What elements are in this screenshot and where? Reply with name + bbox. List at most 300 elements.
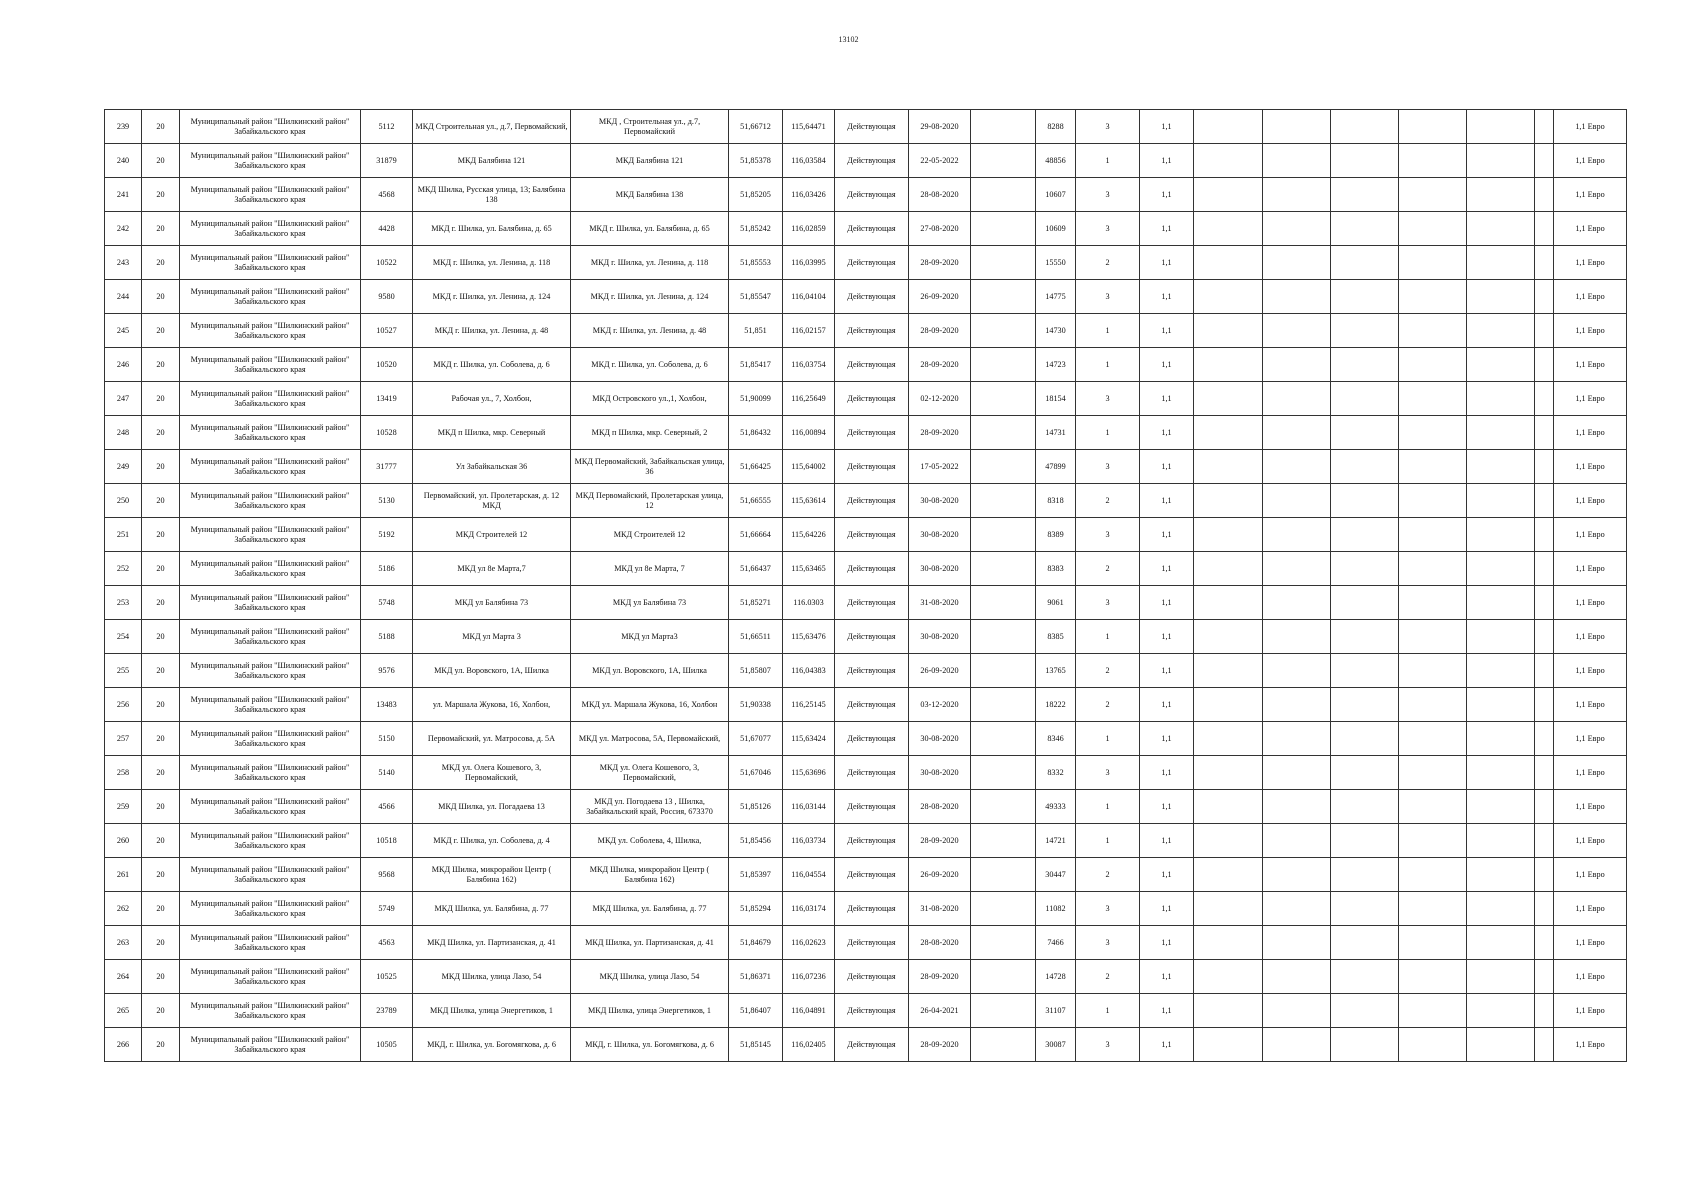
cell-blank-6 <box>1467 858 1535 892</box>
cell-longitude: 116,02859 <box>783 212 835 246</box>
cell-blank-2 <box>1194 960 1263 994</box>
cell-address: ул. Маршала Жукова, 16, Холбон, <box>413 688 571 722</box>
cell-longitude: 115,63424 <box>783 722 835 756</box>
cell-object-id: 4563 <box>361 926 413 960</box>
cell-latitude: 51,85417 <box>729 348 783 382</box>
cell-blank-4 <box>1331 1028 1399 1062</box>
cell-blank-2 <box>1194 280 1263 314</box>
cell-category: 2 <box>1076 858 1140 892</box>
cell-blank-3 <box>1263 654 1331 688</box>
cell-region-code: 20 <box>142 144 180 178</box>
cell-object-id: 5112 <box>361 110 413 144</box>
cell-longitude: 116,02623 <box>783 926 835 960</box>
cell-latitude: 51,85205 <box>729 178 783 212</box>
cell-region-code: 20 <box>142 280 180 314</box>
cell-blank-6 <box>1467 892 1535 926</box>
cell-object-id: 10518 <box>361 824 413 858</box>
cell-district: Муниципальный район "Шилкинский район" Забайкальского края <box>180 824 361 858</box>
cell-blank-5 <box>1399 756 1467 790</box>
cell-blank-3 <box>1263 824 1331 858</box>
cell-standard: 1,1 Евро <box>1554 382 1627 416</box>
cell-category: 1 <box>1076 416 1140 450</box>
cell-district: Муниципальный район "Шилкинский район" Забайкальского края <box>180 586 361 620</box>
cell-number: 15550 <box>1036 246 1076 280</box>
cell-standard: 1,1 Евро <box>1554 280 1627 314</box>
cell-object-id: 10528 <box>361 416 413 450</box>
cell-standard: 1,1 Евро <box>1554 756 1627 790</box>
cell-category: 3 <box>1076 212 1140 246</box>
cell-address: МКД г. Шилка, ул. Соболева, д. 6 <box>413 348 571 382</box>
cell-blank-6 <box>1467 722 1535 756</box>
cell-region-code: 20 <box>142 960 180 994</box>
cell-date: 02-12-2020 <box>909 382 971 416</box>
cell-address: МКД, г. Шилка, ул. Богомягкова, д. 6 <box>413 1028 571 1062</box>
table-row <box>105 620 1627 654</box>
cell-address-alt: МКД, г. Шилка, ул. Богомягкова, д. 6 <box>571 1028 729 1062</box>
cell-blank-3 <box>1263 586 1331 620</box>
cell-standard: 1,1 Евро <box>1554 858 1627 892</box>
cell-region-code: 20 <box>142 722 180 756</box>
page-number: 13102 <box>838 35 859 44</box>
cell-blank-4 <box>1331 892 1399 926</box>
cell-address-alt: МКД Шилка, микрорайон Центр ( Балябина 162) <box>571 858 729 892</box>
cell-blank-4 <box>1331 552 1399 586</box>
cell-coefficient: 1,1 <box>1140 280 1194 314</box>
cell-blank-4 <box>1331 212 1399 246</box>
cell-coefficient: 1,1 <box>1140 926 1194 960</box>
cell-region-code: 20 <box>142 1028 180 1062</box>
cell-category: 1 <box>1076 620 1140 654</box>
cell-address-alt: МКД ул. Соболева, 4, Шилка, <box>571 824 729 858</box>
cell-status: Действующая <box>835 892 909 926</box>
cell-category: 3 <box>1076 110 1140 144</box>
cell-coefficient: 1,1 <box>1140 144 1194 178</box>
cell-standard: 1,1 Евро <box>1554 518 1627 552</box>
cell-blank-2 <box>1194 892 1263 926</box>
cell-status: Действующая <box>835 382 909 416</box>
cell-region-code: 20 <box>142 314 180 348</box>
cell-number: 14775 <box>1036 280 1076 314</box>
cell-date: 26-09-2020 <box>909 858 971 892</box>
cell-latitude: 51,66664 <box>729 518 783 552</box>
cell-latitude: 51,67046 <box>729 756 783 790</box>
cell-standard: 1,1 Евро <box>1554 178 1627 212</box>
cell-district: Муниципальный район "Шилкинский район" Забайкальского края <box>180 722 361 756</box>
cell-object-id: 10520 <box>361 348 413 382</box>
cell-coefficient: 1,1 <box>1140 960 1194 994</box>
cell-status: Действующая <box>835 212 909 246</box>
cell-number: 18154 <box>1036 382 1076 416</box>
cell-region-code: 20 <box>142 926 180 960</box>
cell-date: 26-09-2020 <box>909 654 971 688</box>
cell-address-alt: МКД Балябина 138 <box>571 178 729 212</box>
cell-blank-7 <box>1535 110 1554 144</box>
cell-address-alt: МКД Строителей 12 <box>571 518 729 552</box>
cell-longitude: 116,04104 <box>783 280 835 314</box>
cell-blank-4 <box>1331 824 1399 858</box>
cell-coefficient: 1,1 <box>1140 382 1194 416</box>
cell-district: Муниципальный район "Шилкинский район" Забайкальского края <box>180 416 361 450</box>
cell-blank-2 <box>1194 348 1263 382</box>
cell-date: 28-08-2020 <box>909 178 971 212</box>
cell-blank-2 <box>1194 212 1263 246</box>
cell-blank-7 <box>1535 654 1554 688</box>
cell-blank-4 <box>1331 484 1399 518</box>
cell-coefficient: 1,1 <box>1140 212 1194 246</box>
cell-blank-4 <box>1331 756 1399 790</box>
cell-blank-3 <box>1263 484 1331 518</box>
cell-blank-5 <box>1399 790 1467 824</box>
cell-row-number: 263 <box>105 926 142 960</box>
cell-latitude: 51,85547 <box>729 280 783 314</box>
cell-blank-4 <box>1331 314 1399 348</box>
cell-address: МКД ул. Воровского, 1А, Шилка <box>413 654 571 688</box>
cell-blank-3 <box>1263 756 1331 790</box>
cell-category: 3 <box>1076 892 1140 926</box>
cell-blank-3 <box>1263 110 1331 144</box>
cell-blank-7 <box>1535 960 1554 994</box>
cell-object-id: 31879 <box>361 144 413 178</box>
cell-blank-6 <box>1467 926 1535 960</box>
cell-longitude: 116,03754 <box>783 348 835 382</box>
cell-blank-3 <box>1263 212 1331 246</box>
cell-latitude: 51,85456 <box>729 824 783 858</box>
cell-row-number: 253 <box>105 586 142 620</box>
cell-number: 10607 <box>1036 178 1076 212</box>
cell-region-code: 20 <box>142 654 180 688</box>
cell-coefficient: 1,1 <box>1140 654 1194 688</box>
cell-blank-1 <box>971 586 1036 620</box>
cell-coefficient: 1,1 <box>1140 1028 1194 1062</box>
cell-blank-7 <box>1535 756 1554 790</box>
cell-blank-4 <box>1331 518 1399 552</box>
cell-longitude: 116,03426 <box>783 178 835 212</box>
cell-blank-4 <box>1331 450 1399 484</box>
cell-category: 2 <box>1076 552 1140 586</box>
cell-blank-4 <box>1331 382 1399 416</box>
cell-blank-3 <box>1263 960 1331 994</box>
cell-blank-7 <box>1535 722 1554 756</box>
cell-object-id: 10522 <box>361 246 413 280</box>
cell-coefficient: 1,1 <box>1140 552 1194 586</box>
cell-row-number: 248 <box>105 416 142 450</box>
cell-address-alt: МКД ул. Маршала Жукова, 16, Холбон <box>571 688 729 722</box>
cell-blank-6 <box>1467 110 1535 144</box>
cell-region-code: 20 <box>142 484 180 518</box>
cell-blank-6 <box>1467 246 1535 280</box>
cell-blank-5 <box>1399 382 1467 416</box>
cell-region-code: 20 <box>142 620 180 654</box>
cell-district: Муниципальный район "Шилкинский район" Забайкальского края <box>180 518 361 552</box>
table-row <box>105 654 1627 688</box>
cell-district: Муниципальный район "Шилкинский район" Забайкальского края <box>180 552 361 586</box>
cell-blank-6 <box>1467 552 1535 586</box>
cell-blank-6 <box>1467 280 1535 314</box>
cell-object-id: 4428 <box>361 212 413 246</box>
cell-standard: 1,1 Евро <box>1554 994 1627 1028</box>
cell-blank-6 <box>1467 960 1535 994</box>
cell-row-number: 244 <box>105 280 142 314</box>
cell-address-alt: МКД г. Шилка, ул. Ленина, д. 124 <box>571 280 729 314</box>
cell-standard: 1,1 Евро <box>1554 212 1627 246</box>
cell-blank-5 <box>1399 484 1467 518</box>
cell-blank-3 <box>1263 892 1331 926</box>
cell-blank-2 <box>1194 314 1263 348</box>
cell-row-number: 245 <box>105 314 142 348</box>
cell-latitude: 51,85378 <box>729 144 783 178</box>
cell-row-number: 259 <box>105 790 142 824</box>
cell-longitude: 115,64002 <box>783 450 835 484</box>
cell-standard: 1,1 Евро <box>1554 416 1627 450</box>
cell-date: 03-12-2020 <box>909 688 971 722</box>
cell-blank-7 <box>1535 824 1554 858</box>
cell-blank-2 <box>1194 926 1263 960</box>
table-row <box>105 280 1627 314</box>
cell-date: 28-08-2020 <box>909 926 971 960</box>
cell-blank-4 <box>1331 654 1399 688</box>
cell-address-alt: МКД г. Шилка, ул. Ленина, д. 48 <box>571 314 729 348</box>
cell-district: Муниципальный район "Шилкинский район" Забайкальского края <box>180 212 361 246</box>
cell-region-code: 20 <box>142 688 180 722</box>
cell-latitude: 51,66712 <box>729 110 783 144</box>
cell-number: 8385 <box>1036 620 1076 654</box>
cell-status: Действующая <box>835 246 909 280</box>
cell-blank-4 <box>1331 348 1399 382</box>
cell-standard: 1,1 Евро <box>1554 110 1627 144</box>
cell-blank-2 <box>1194 858 1263 892</box>
cell-blank-4 <box>1331 280 1399 314</box>
cell-district: Муниципальный район "Шилкинский район" Забайкальского края <box>180 450 361 484</box>
cell-longitude: 116,03734 <box>783 824 835 858</box>
cell-longitude: 116,03995 <box>783 246 835 280</box>
cell-status: Действующая <box>835 552 909 586</box>
table-row <box>105 144 1627 178</box>
cell-category: 2 <box>1076 654 1140 688</box>
cell-region-code: 20 <box>142 790 180 824</box>
cell-region-code: 20 <box>142 892 180 926</box>
cell-district: Муниципальный район "Шилкинский район" Забайкальского края <box>180 858 361 892</box>
cell-blank-6 <box>1467 450 1535 484</box>
cell-blank-2 <box>1194 144 1263 178</box>
cell-blank-5 <box>1399 722 1467 756</box>
cell-blank-2 <box>1194 1028 1263 1062</box>
cell-number: 9061 <box>1036 586 1076 620</box>
cell-coefficient: 1,1 <box>1140 722 1194 756</box>
cell-object-id: 5150 <box>361 722 413 756</box>
cell-blank-2 <box>1194 552 1263 586</box>
cell-address-alt: МКД Шилка, улица Энергетиков, 1 <box>571 994 729 1028</box>
cell-date: 30-08-2020 <box>909 756 971 790</box>
cell-row-number: 241 <box>105 178 142 212</box>
cell-blank-4 <box>1331 178 1399 212</box>
cell-address-alt: МКД Шилка, улица Лазо, 54 <box>571 960 729 994</box>
cell-row-number: 264 <box>105 960 142 994</box>
cell-category: 2 <box>1076 960 1140 994</box>
cell-standard: 1,1 Евро <box>1554 246 1627 280</box>
cell-status: Действующая <box>835 518 909 552</box>
cell-object-id: 9576 <box>361 654 413 688</box>
cell-blank-1 <box>971 178 1036 212</box>
cell-category: 1 <box>1076 348 1140 382</box>
cell-row-number: 242 <box>105 212 142 246</box>
cell-blank-2 <box>1194 586 1263 620</box>
cell-status: Действующая <box>835 586 909 620</box>
cell-address: МКД Строителей 12 <box>413 518 571 552</box>
cell-blank-1 <box>971 348 1036 382</box>
cell-longitude: 115,63614 <box>783 484 835 518</box>
cell-number: 14721 <box>1036 824 1076 858</box>
cell-category: 1 <box>1076 824 1140 858</box>
cell-blank-3 <box>1263 994 1331 1028</box>
cell-blank-5 <box>1399 824 1467 858</box>
cell-blank-1 <box>971 926 1036 960</box>
cell-number: 48856 <box>1036 144 1076 178</box>
cell-latitude: 51,85242 <box>729 212 783 246</box>
cell-object-id: 5192 <box>361 518 413 552</box>
cell-standard: 1,1 Евро <box>1554 824 1627 858</box>
cell-address: МКД ул Балябина 73 <box>413 586 571 620</box>
cell-blank-7 <box>1535 144 1554 178</box>
cell-address: МКД Строительная ул., д.7, Первомайский, <box>413 110 571 144</box>
cell-blank-7 <box>1535 314 1554 348</box>
table-row <box>105 178 1627 212</box>
cell-blank-7 <box>1535 620 1554 654</box>
cell-date: 22-05-2022 <box>909 144 971 178</box>
cell-blank-5 <box>1399 926 1467 960</box>
cell-address-alt: МКД , Строительная ул., д.7, Первомайский <box>571 110 729 144</box>
cell-district: Муниципальный район "Шилкинский район" Забайкальского края <box>180 1028 361 1062</box>
cell-blank-5 <box>1399 246 1467 280</box>
cell-category: 1 <box>1076 994 1140 1028</box>
cell-blank-1 <box>971 280 1036 314</box>
cell-blank-1 <box>971 484 1036 518</box>
cell-object-id: 4566 <box>361 790 413 824</box>
cell-blank-4 <box>1331 960 1399 994</box>
cell-status: Действующая <box>835 416 909 450</box>
cell-district: Муниципальный район "Шилкинский район" Забайкальского края <box>180 484 361 518</box>
cell-latitude: 51,86432 <box>729 416 783 450</box>
cell-address-alt: МКД ул 8е Марта, 7 <box>571 552 729 586</box>
cell-longitude: 116,03174 <box>783 892 835 926</box>
cell-status: Действующая <box>835 144 909 178</box>
cell-row-number: 239 <box>105 110 142 144</box>
cell-object-id: 5188 <box>361 620 413 654</box>
cell-object-id: 23789 <box>361 994 413 1028</box>
cell-blank-5 <box>1399 212 1467 246</box>
cell-standard: 1,1 Евро <box>1554 722 1627 756</box>
cell-coefficient: 1,1 <box>1140 620 1194 654</box>
table-row <box>105 382 1627 416</box>
cell-number: 8383 <box>1036 552 1076 586</box>
cell-object-id: 13483 <box>361 688 413 722</box>
cell-status: Действующая <box>835 348 909 382</box>
cell-object-id: 5186 <box>361 552 413 586</box>
cell-longitude: 116,25145 <box>783 688 835 722</box>
cell-row-number: 247 <box>105 382 142 416</box>
cell-coefficient: 1,1 <box>1140 348 1194 382</box>
cell-category: 3 <box>1076 178 1140 212</box>
table-row <box>105 416 1627 450</box>
cell-address-alt: МКД Первомайский, Пролетарская улица, 12 <box>571 484 729 518</box>
registry-table <box>104 109 1627 1062</box>
cell-blank-7 <box>1535 416 1554 450</box>
cell-blank-1 <box>971 824 1036 858</box>
cell-address-alt: МКД ул. Воровского, 1А, Шилка <box>571 654 729 688</box>
cell-number: 30447 <box>1036 858 1076 892</box>
cell-address: МКД г. Шилка, ул. Балябина, д. 65 <box>413 212 571 246</box>
cell-number: 8332 <box>1036 756 1076 790</box>
cell-district: Муниципальный район "Шилкинский район" Забайкальского края <box>180 756 361 790</box>
cell-blank-3 <box>1263 722 1331 756</box>
cell-blank-1 <box>971 756 1036 790</box>
cell-blank-6 <box>1467 212 1535 246</box>
cell-status: Действующая <box>835 110 909 144</box>
cell-object-id: 5749 <box>361 892 413 926</box>
cell-latitude: 51,851 <box>729 314 783 348</box>
cell-blank-7 <box>1535 280 1554 314</box>
cell-status: Действующая <box>835 858 909 892</box>
cell-date: 28-09-2020 <box>909 1028 971 1062</box>
cell-blank-6 <box>1467 688 1535 722</box>
cell-address-alt: МКД г. Шилка, ул. Балябина, д. 65 <box>571 212 729 246</box>
cell-standard: 1,1 Евро <box>1554 654 1627 688</box>
cell-blank-1 <box>971 1028 1036 1062</box>
cell-latitude: 51,90338 <box>729 688 783 722</box>
cell-date: 31-08-2020 <box>909 586 971 620</box>
cell-blank-1 <box>971 620 1036 654</box>
cell-blank-2 <box>1194 722 1263 756</box>
cell-coefficient: 1,1 <box>1140 688 1194 722</box>
cell-blank-3 <box>1263 858 1331 892</box>
cell-standard: 1,1 Евро <box>1554 552 1627 586</box>
table-row <box>105 722 1627 756</box>
cell-blank-1 <box>971 960 1036 994</box>
cell-blank-2 <box>1194 518 1263 552</box>
cell-date: 30-08-2020 <box>909 484 971 518</box>
cell-date: 28-09-2020 <box>909 314 971 348</box>
cell-address-alt: МКД г. Шилка, ул. Соболева, д. 6 <box>571 348 729 382</box>
cell-blank-5 <box>1399 620 1467 654</box>
cell-district: Муниципальный район "Шилкинский район" Забайкальского края <box>180 688 361 722</box>
cell-region-code: 20 <box>142 756 180 790</box>
cell-longitude: 115,63465 <box>783 552 835 586</box>
cell-standard: 1,1 Евро <box>1554 926 1627 960</box>
cell-blank-3 <box>1263 314 1331 348</box>
cell-blank-2 <box>1194 824 1263 858</box>
cell-blank-6 <box>1467 586 1535 620</box>
cell-number: 47899 <box>1036 450 1076 484</box>
cell-blank-5 <box>1399 654 1467 688</box>
cell-blank-3 <box>1263 348 1331 382</box>
cell-blank-2 <box>1194 246 1263 280</box>
cell-longitude: 116,02405 <box>783 1028 835 1062</box>
cell-address: МКД Шилка, улица Энергетиков, 1 <box>413 994 571 1028</box>
cell-blank-7 <box>1535 552 1554 586</box>
cell-blank-3 <box>1263 518 1331 552</box>
table-row <box>105 246 1627 280</box>
cell-object-id: 5130 <box>361 484 413 518</box>
cell-number: 8346 <box>1036 722 1076 756</box>
cell-district: Муниципальный район "Шилкинский район" Забайкальского края <box>180 926 361 960</box>
cell-blank-7 <box>1535 178 1554 212</box>
cell-blank-2 <box>1194 756 1263 790</box>
cell-standard: 1,1 Евро <box>1554 144 1627 178</box>
cell-coefficient: 1,1 <box>1140 246 1194 280</box>
cell-blank-6 <box>1467 654 1535 688</box>
cell-number: 7466 <box>1036 926 1076 960</box>
cell-address: МКД ул. Олега Кошевого, 3, Первомайский, <box>413 756 571 790</box>
cell-coefficient: 1,1 <box>1140 416 1194 450</box>
